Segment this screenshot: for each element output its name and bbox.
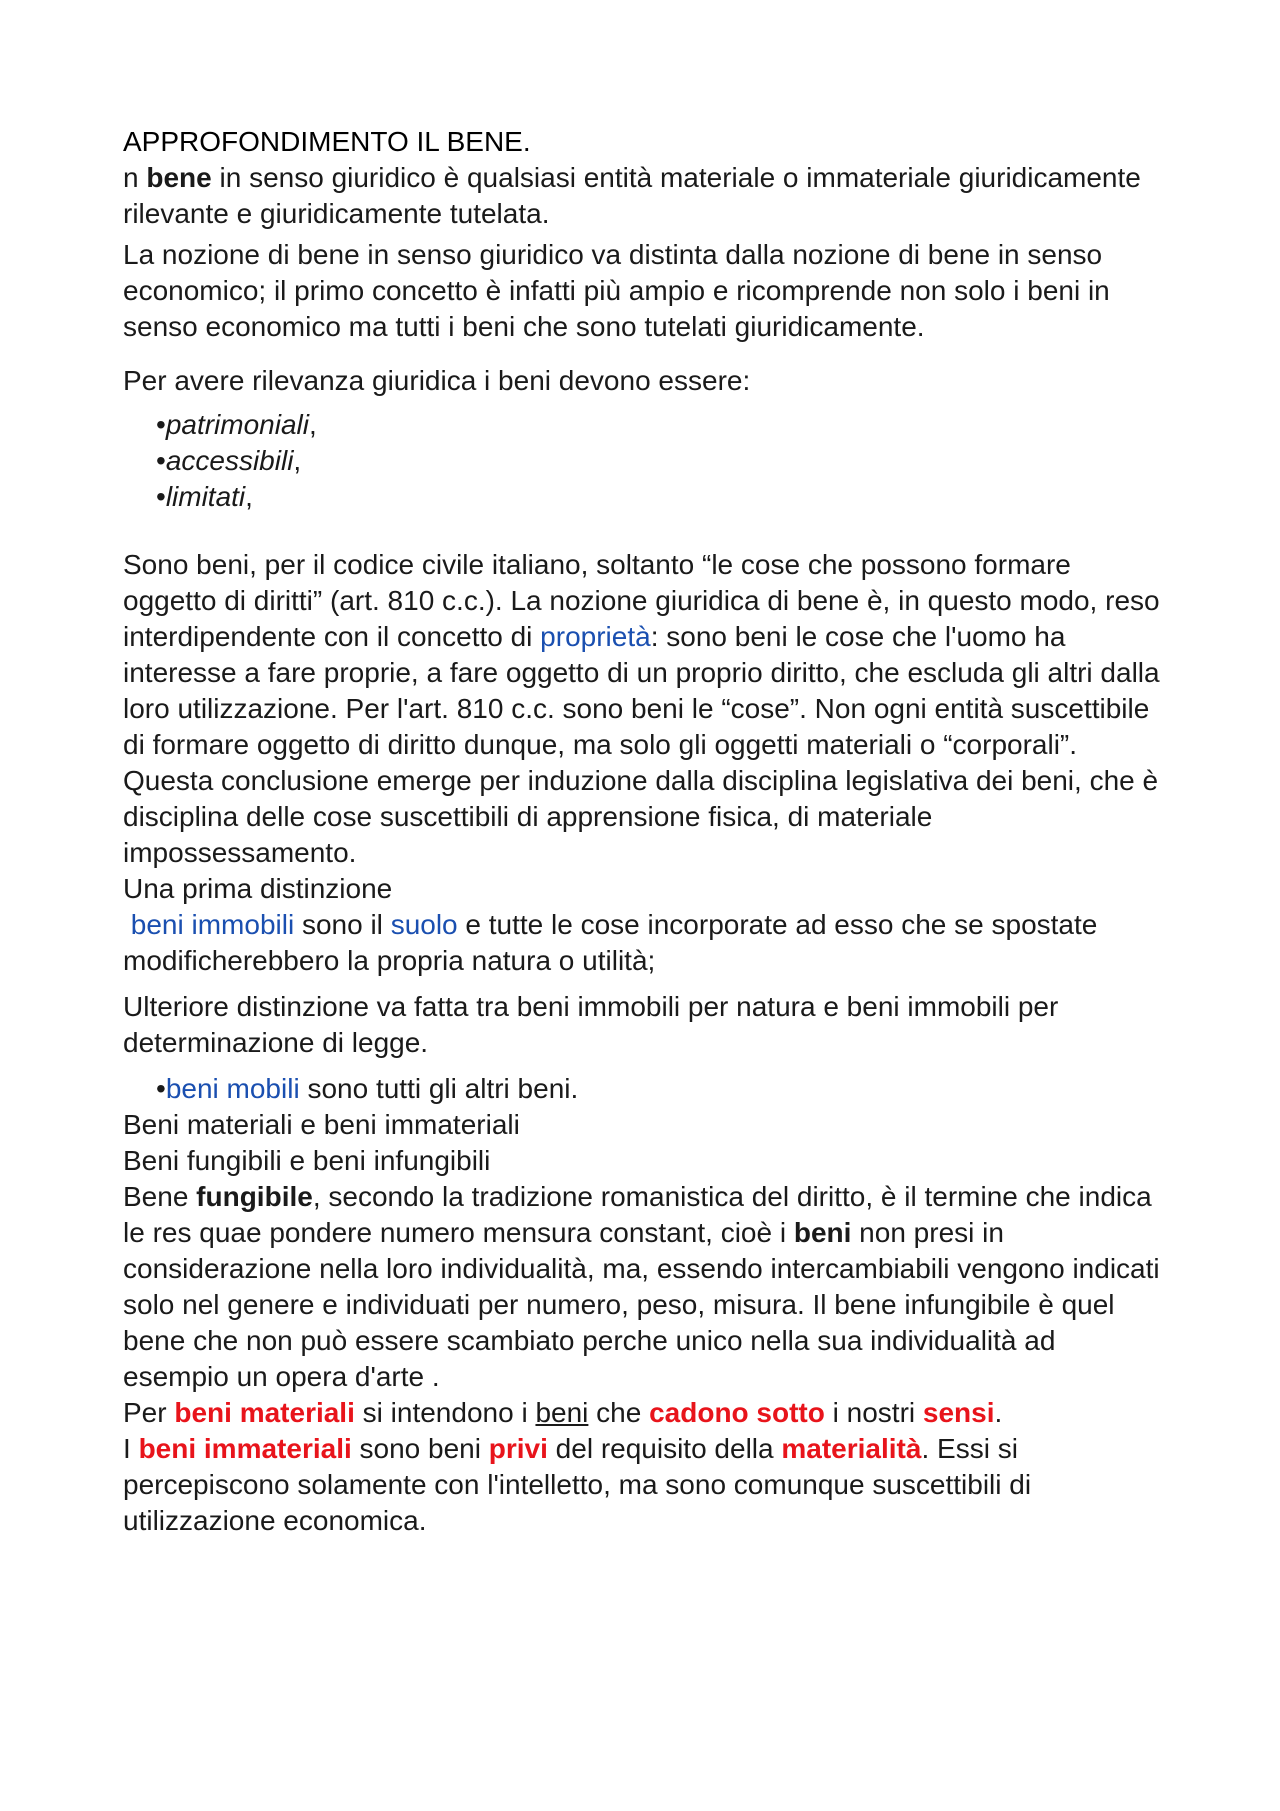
bullet-mark: • [156,445,166,476]
text-run: sono il [294,909,391,940]
text-run: Sono beni, per il codice civile italiano, soltanto “le cose che possono formare oggetto di diritti” (art. 810 c.c.). La nozione giuridica di bene è, in questo modo, reso interdipendente con il concetto di [123,549,1160,652]
text-run: sono beni [351,1433,489,1464]
bold-term: fungibile [196,1181,313,1212]
text-run: i nostri [824,1397,923,1428]
highlight-term: materialità [781,1433,922,1464]
paragraph-further-distinction: Ulteriore distinzione va fatta tra beni immobili per natura e beni immobili per determinazione di legge. [123,991,1059,1058]
list-item-suffix: , [293,445,302,476]
link-suolo[interactable]: suolo [390,909,458,940]
paragraph-fungible [123,1179,1160,1395]
bold-term: bene [146,162,212,193]
document-title: APPROFONDIMENTO IL BENE. [123,126,531,157]
highlight-term: beni immateriali [138,1433,352,1464]
list-item-suffix: , [245,481,253,512]
underlined-term: beni [535,1397,589,1428]
heading-fungible-infungible: Beni fungibili e beni infungibili [123,1145,491,1176]
paragraph-immovable-goods [123,907,1160,979]
paragraph-first-distinction: Una prima distinzione [123,873,393,904]
paragraph-civil-code [123,547,1160,871]
bullet-mark: • [156,409,166,440]
list-item-suffix: , [308,409,317,440]
text-run: , secondo la tradizione romanistica del diritto, è il termine che indica le res quae pondere numero mensura constant, cioè i [123,1181,1152,1248]
highlight-term: beni materiali [174,1397,355,1428]
text-run: del requisito della [547,1433,782,1464]
heading-material-immaterial: Beni materiali e beni immateriali [123,1109,520,1140]
text-run: . Essi si percepiscono solamente con l'intelletto, ma sono comunque suscettibili di utilizzazione economica. [123,1433,1032,1536]
text-run: n [123,162,147,193]
paragraph-economic-notion: La nozione di bene in senso giuridico va distinta dalla nozione di bene in senso economico; il primo concetto è infatti più ampio e ricomprende non solo i beni in senso economico ma tutti i beni che sono tutelati giuridicamente. [123,239,1110,342]
text-run: non presi in considerazione nella loro individualità, ma, essendo intercambiabili vengono indicati solo nel genere e individuati per numero, peso, misura. Il bene infungibile è quel bene che non può essere scambiato perche unico nella sua individualità ad esempio un opera d'arte . [123,1217,1160,1392]
bold-term: beni [793,1217,852,1248]
highlight-term: sensi [922,1397,995,1428]
text-run: Per [123,1397,175,1428]
bullet-mark: • [156,481,166,512]
list-item-text: accessibili [165,445,294,476]
list-item [156,407,1160,443]
text-run: che [588,1397,650,1428]
bullet-mark: • [156,1073,166,1104]
list-item-text: limitati [165,481,246,512]
text-run: e tutte le cose incorporate ad esso che se spostate modificherebbero la propria natura o utilità; [123,909,1098,976]
list-item [156,479,1160,515]
paragraph-requirements-intro: Per avere rilevanza giuridica i beni devono essere: [123,365,751,396]
text-run: si intendono i [354,1397,536,1428]
link-beni-mobili[interactable]: beni mobili [165,1073,300,1104]
link-beni-immobili[interactable]: beni immobili [130,909,295,940]
requirements-list [156,407,1160,515]
text-run: : sono beni le cose che l'uomo ha interesse a fare proprie, a fare oggetto di un proprio diritto, che escluda gli altri dalla loro utilizzazione. Per l'art. 810 c.c. sono beni le “cose”. Non ogni entità suscettibile di formare oggetto di diritto dunque, ma solo gli oggetti materiali o “corporali”. Questa conclusione emerge per induzione dalla disciplina legislativa dei beni, che è disciplina delle cose suscettibili di apprensione fisica, di materiale impossessamento. [123,621,1160,868]
highlight-term: privi [488,1433,548,1464]
text-run: . [994,1397,1003,1428]
text-run: sono tutti gli altri beni. [299,1073,579,1104]
list-item-text: patrimoniali [165,409,309,440]
list-item [156,443,1160,479]
paragraph-material-goods [123,1395,1160,1431]
paragraph-immaterial-goods [123,1431,1160,1539]
text-run: Bene [123,1181,197,1212]
definition-paragraph [123,160,1160,232]
link-proprieta[interactable]: proprietà [540,621,651,652]
highlight-term: cadono sotto [649,1397,825,1428]
text-run: in senso giuridico è qualsiasi entità materiale o immateriale giuridicamente rilevante e giuridicamente tutelata. [123,162,1141,229]
text-run: I [123,1433,139,1464]
paragraph-movable-goods [156,1071,1160,1107]
